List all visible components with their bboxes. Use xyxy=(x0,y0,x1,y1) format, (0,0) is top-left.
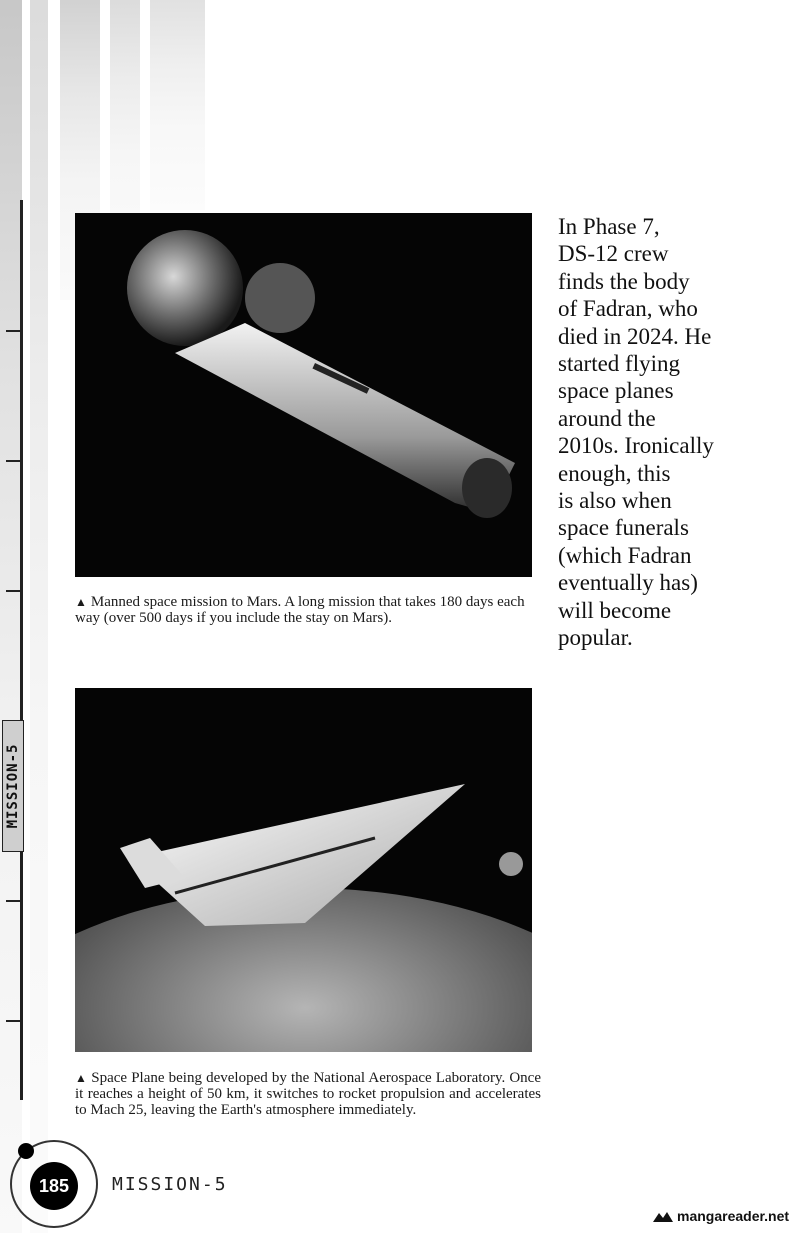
side-text-line: (which Fadran xyxy=(558,542,692,568)
side-text-line: DS-12 crew xyxy=(558,241,669,267)
mars-mission-photo xyxy=(75,213,532,577)
margin-tick xyxy=(6,900,22,902)
side-text-line: will become xyxy=(558,597,672,623)
vertical-section-label: MISSION-5 xyxy=(5,743,21,829)
side-text-line: finds the body xyxy=(558,268,690,294)
bullet-dot-icon xyxy=(18,1143,34,1159)
side-text-line: eventually has) xyxy=(558,570,698,596)
watermark-logo-icon xyxy=(651,1210,675,1224)
margin-tick xyxy=(6,460,22,462)
page-number: 185 xyxy=(30,1162,78,1210)
space-plane-photo xyxy=(75,688,532,1052)
caption-mars-mission: ▲ Manned space mission to Mars. A long mission that takes 180 days each way (over 500 days if you include the stay on Mars). xyxy=(75,594,525,626)
triangle-bullet-icon: ▲ xyxy=(75,595,87,609)
side-text-line: started flying xyxy=(558,351,680,377)
left-margin-rule xyxy=(20,200,23,1100)
section-label: MISSION-5 xyxy=(112,1174,228,1195)
side-text-line: around the xyxy=(558,405,656,431)
side-text-line: enough, this xyxy=(558,460,671,486)
margin-tick xyxy=(6,590,22,592)
side-commentary xyxy=(558,213,794,652)
triangle-bullet-icon: ▲ xyxy=(75,1071,88,1085)
side-text-line: space planes xyxy=(558,378,674,404)
watermark-text: mangareader.net xyxy=(677,1208,790,1224)
margin-tick xyxy=(6,330,22,332)
side-text-line: popular. xyxy=(558,625,633,651)
vertical-section-tab xyxy=(2,720,24,852)
margin-tick xyxy=(6,1020,22,1022)
side-text-line: of Fadran, who xyxy=(558,296,698,322)
watermark xyxy=(651,1208,789,1224)
side-text-line: space funerals xyxy=(558,515,689,541)
side-text-line: is also when xyxy=(558,488,672,514)
side-text-line: 2010s. Ironically xyxy=(558,433,714,459)
side-text-line: died in 2024. He xyxy=(558,323,712,349)
side-text-line: In Phase 7, xyxy=(558,214,660,239)
caption-space-plane: ▲ Space Plane being developed by the National Aerospace Laboratory. Once it reaches a height of 50 km, it switches to rocket propulsion and accelerates to Mach 25, leaving the Earth's atmosphere immediately. xyxy=(75,1070,541,1118)
